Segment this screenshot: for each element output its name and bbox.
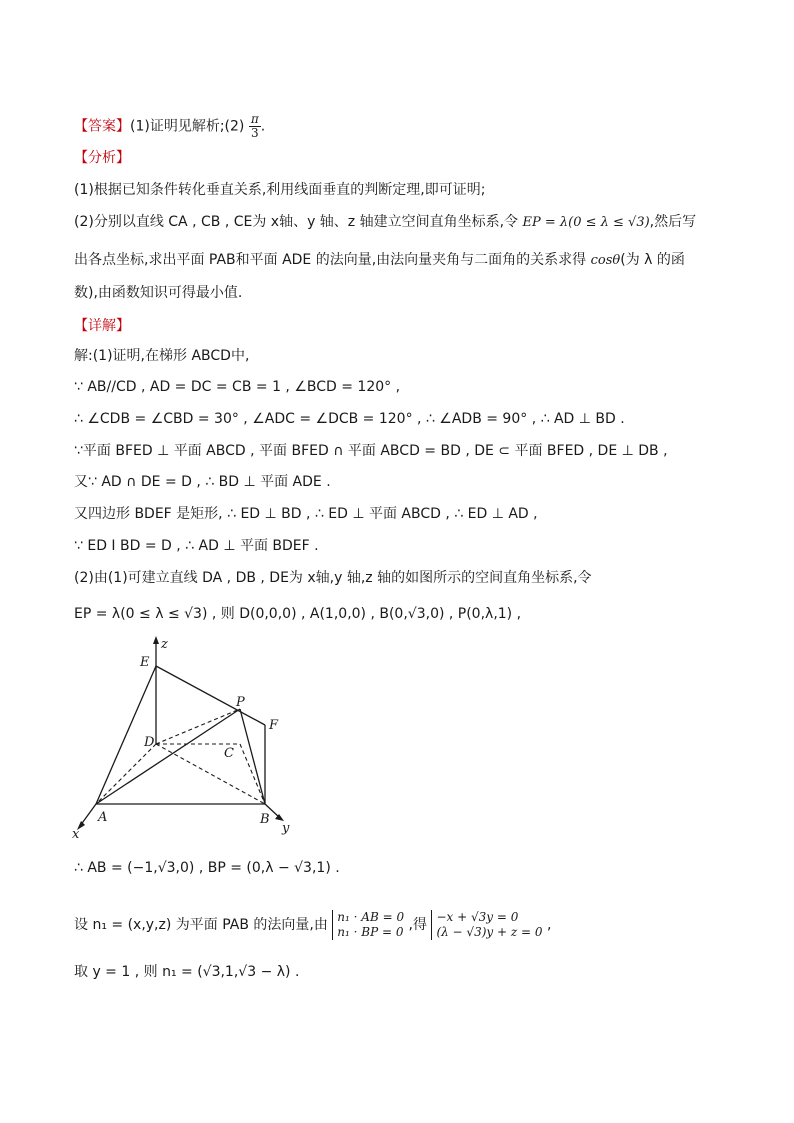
coordinate-figure	[72, 636, 302, 841]
edge-DA	[96, 744, 156, 804]
analysis-line-3c: (为 λ 的函	[620, 252, 685, 268]
label-x: x	[72, 827, 80, 841]
system-1-top: n₁ · AB = 0	[337, 910, 405, 924]
detail-line-12: 取 y = 1 , 则 n₁ = (√3,1,√3 − λ) .	[74, 964, 300, 980]
detail-line-11	[74, 910, 551, 940]
label-C: C	[224, 746, 234, 761]
label-y: y	[282, 821, 290, 836]
detail-line-3: ∴ ∠CDB = ∠CBD = 30° , ∠ADC = ∠DCB = 120° , ∴ ∠ADB = 90° , ∴ AD ⊥ BD .	[74, 411, 625, 427]
answer-text: (1)证明见解析;(2)	[130, 118, 245, 135]
answer-line	[74, 113, 265, 140]
equation-system-2	[431, 910, 542, 940]
label-F: F	[269, 718, 279, 733]
detail-line-5: 又∵ AD ∩ DE = D , ∴ BD ⊥ 平面 ADE .	[74, 474, 331, 490]
system-1-bottom: n₁ · BP = 0	[337, 925, 404, 939]
answer-frac-num: π	[250, 112, 259, 126]
system-2-bottom: (λ − √3)y + z = 0	[436, 925, 543, 939]
label-B: B	[260, 812, 270, 827]
analysis-line-3	[74, 250, 685, 271]
detail-line-11c: ,	[546, 917, 552, 933]
analysis-line-4: 数),由函数知识可得最小值.	[74, 285, 243, 301]
detail-line-11b: ,得	[408, 917, 427, 933]
answer-end: .	[260, 118, 266, 135]
label-P: P	[236, 695, 245, 710]
edge-AP	[96, 709, 240, 804]
analysis-line-3b: cosθ	[590, 253, 621, 268]
analysis-line-2b: EP = λ(0 ≤ λ ≤ √3)	[522, 215, 650, 230]
detail-line-9: EP = λ(0 ≤ λ ≤ √3) , 则 D(0,0,0) , A(1,0,0) , B(0,√3,0) , P(0,λ,1) ,	[74, 606, 522, 622]
analysis-label: 【分析】	[74, 150, 130, 166]
z-arrow-icon	[153, 636, 159, 644]
detail-line-2: ∵ AB//CD , AD = DC = CB = 1 , ∠BCD = 120° ,	[74, 379, 401, 395]
edge-EF	[156, 666, 265, 725]
detail-line-1: 解:(1)证明,在梯形 ABCD中,	[74, 348, 250, 364]
label-A: A	[98, 810, 108, 825]
answer-label: 【答案】	[74, 118, 130, 135]
edge-DP	[156, 709, 240, 744]
detail-line-10: ∴ AB = (−1,√3,0) , BP = (0,λ − √3,1) .	[74, 860, 340, 876]
detail-line-8: (2)由(1)可建立直线 DA , DB , DE为 x轴,y 轴,z 轴的如图所示的空间直角坐标系,令	[74, 570, 592, 586]
analysis-line-2c: ,然后写	[649, 214, 697, 230]
detail-line-6: 又四边形 BDEF 是矩形, ∴ ED ⊥ BD , ∴ ED ⊥ 平面 ABCD , ∴ ED ⊥ AD ,	[74, 506, 538, 522]
label-z: z	[161, 637, 168, 652]
analysis-line-3a: 出各点坐标,求出平面 PAB和平面 ADE 的法向量,由法向量夹角与二面角的关系求得	[74, 252, 591, 268]
answer-fraction	[249, 113, 261, 140]
analysis-line-2a: (2)分别以直线 CA , CB , CE为 x轴、y 轴、z 轴建立空间直角坐标系,令	[74, 214, 523, 230]
analysis-line-1: (1)根据已知条件转化垂直关系,利用线面垂直的判断定理,即可证明;	[74, 182, 486, 198]
detail-label: 【详解】	[74, 318, 130, 334]
detail-line-11a: 设 n₁ = (x,y,z) 为平面 PAB 的法向量,由	[74, 917, 328, 933]
label-D: D	[144, 735, 155, 750]
label-E: E	[140, 655, 150, 670]
edge-CB	[240, 744, 265, 804]
detail-line-4: ∵平面 BFED ⊥ 平面 ABCD , 平面 BFED ∩ 平面 ABCD = BD , DE ⊂ 平面 BFED , DE ⊥ DB ,	[74, 443, 668, 459]
equation-system-1	[332, 910, 404, 940]
analysis-line-2	[74, 212, 696, 233]
system-2-top: −x + √3y = 0	[436, 910, 519, 924]
detail-line-7: ∵ ED I BD = D , ∴ AD ⊥ 平面 BDEF .	[74, 538, 319, 554]
answer-frac-den: 3	[250, 126, 259, 140]
